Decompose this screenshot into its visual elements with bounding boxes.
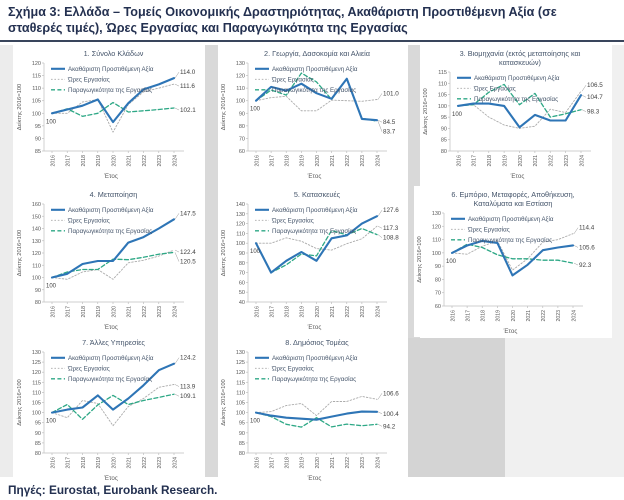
y-tick-label: 95: [238, 420, 245, 427]
hours-label-leader: [378, 393, 382, 399]
y-tick-label: 100: [437, 103, 447, 110]
y-axis-title: Δείκτης 2016=100: [221, 83, 227, 131]
productivity-end-value-label: 109.1: [180, 393, 196, 401]
x-tick-label: 2017: [269, 457, 276, 469]
x-tick-label: 2018: [284, 155, 291, 167]
x-axis-title: Έτος: [510, 173, 525, 180]
gva-label-leader: [175, 72, 179, 78]
y-tick-label: 110: [432, 237, 441, 244]
x-tick-label: 2017: [471, 155, 478, 167]
y-tick-label: 90: [434, 264, 441, 271]
x-tick-label: 2020: [111, 306, 118, 318]
start-value-label: 100: [45, 119, 57, 126]
y-tick-label: 125: [31, 360, 41, 367]
y-tick-label: 90: [34, 136, 41, 143]
chart-2-svg: [218, 45, 408, 182]
productivity-legend-label: Παραγωγικότητα της Εργασίας: [468, 237, 553, 244]
y-tick-label: 130: [31, 350, 41, 356]
x-tick-label: 2018: [80, 306, 87, 318]
gva-label-leader: [378, 120, 382, 122]
y-tick-label: 120: [235, 221, 245, 228]
productivity-end-value-label: 108.8: [383, 234, 399, 242]
x-axis-title: Έτος: [104, 324, 118, 331]
x-tick-label: 2020: [314, 155, 321, 167]
productivity-legend-label: Παραγωγικότητα της Εργασίας: [272, 87, 357, 94]
gva-end-value-label: 127.6: [383, 207, 399, 215]
y-tick-label: 120: [235, 370, 245, 377]
gva-label-leader: [378, 210, 382, 216]
hours-end-value-label: 111.6: [180, 83, 195, 91]
gva-label-leader: [175, 358, 179, 364]
x-tick-label: 2019: [96, 457, 103, 469]
y-tick-label: 85: [34, 149, 41, 155]
chart-panel-2: [218, 45, 408, 182]
y-axis-title: Δείκτης 2016=100: [417, 236, 423, 283]
x-tick-label: 2020: [510, 310, 517, 322]
start-value-label: 100: [249, 418, 261, 425]
chart-title: κατασκευών): [499, 58, 541, 67]
y-tick-label: 50: [238, 290, 245, 297]
x-tick-label: 2016: [50, 155, 57, 167]
x-tick-label: 2024: [375, 306, 382, 318]
y-tick-label: 120: [431, 224, 441, 231]
hours-end-value-label: 113.9: [180, 383, 196, 391]
hours-legend-label: Ώρες Εργασίας: [272, 217, 314, 225]
y-tick-label: 70: [434, 290, 441, 297]
x-tick-label: 2019: [502, 155, 509, 167]
y-tick-label: 85: [440, 137, 447, 144]
hours-end-value-label: 101.0: [383, 90, 399, 98]
gva-end-value-label: 84.5: [383, 119, 396, 127]
x-tick-label: 2023: [360, 457, 367, 469]
y-tick-label: 115: [32, 73, 41, 80]
productivity-label-leader: [175, 108, 179, 110]
x-tick-label: 2022: [345, 155, 352, 167]
gva-legend-label: Ακαθάριστη Προστιθέμενη Αξία: [468, 216, 554, 223]
y-tick-label: 100: [31, 275, 41, 282]
y-tick-label: 120: [31, 61, 41, 67]
y-axis-title: Δείκτης 2016=100: [17, 83, 23, 131]
source-note: Πηγές: Eurostat, Eurobank Research.: [8, 483, 218, 497]
x-tick-label: 2017: [269, 306, 276, 318]
gva-label-leader: [175, 213, 179, 219]
hours-label-leader: [378, 93, 382, 99]
y-tick-label: 110: [32, 390, 41, 397]
x-tick-label: 2021: [126, 306, 133, 318]
chart-panel-1: [14, 45, 205, 182]
y-tick-label: 90: [238, 430, 245, 437]
chart-title: 2. Γεωργία, Δασοκομία και Αλιεία: [264, 49, 370, 58]
gva-end-value-label: 124.2: [180, 354, 196, 362]
hours-end-value-label: 122.4: [180, 249, 196, 257]
productivity-end-value-label: 83.7: [383, 128, 396, 136]
chart-title: 5. Κατασκευές: [293, 190, 341, 199]
x-tick-label: 2022: [141, 155, 148, 167]
gva-line: [52, 78, 174, 122]
hours-legend-label: Ώρες Εργασίας: [474, 85, 516, 93]
x-tick-label: 2020: [111, 155, 118, 167]
x-tick-label: 2024: [375, 155, 382, 167]
y-tick-label: 110: [32, 263, 41, 270]
chart-6-svg: [414, 186, 604, 337]
y-tick-label: 120: [31, 370, 41, 377]
y-tick-label: 90: [238, 251, 245, 257]
chart-title: 4. Μεταποίηση: [89, 190, 138, 199]
gva-legend-label: Ακαθάριστη Προστιθέμενη Αξία: [272, 207, 358, 214]
x-tick-label: 2022: [141, 457, 148, 469]
y-tick-label: 130: [431, 211, 441, 217]
hours-legend-label: Ώρες Εργασίας: [272, 365, 314, 373]
x-axis-title: Έτος: [503, 328, 518, 335]
y-tick-label: 90: [34, 430, 41, 437]
gva-end-value-label: 114.0: [180, 69, 196, 77]
x-tick-label: 2022: [141, 306, 148, 318]
productivity-legend-label: Παραγωγικότητα της Εργασίας: [272, 228, 357, 235]
y-axis-title: Δείκτης 2016=100: [17, 229, 23, 277]
chart-title: 7. Άλλες Υπηρεσίες: [82, 338, 145, 347]
chart-panel-7: [14, 334, 205, 484]
x-tick-label: 2021: [329, 306, 336, 318]
start-value-label: 100: [249, 249, 261, 256]
y-tick-label: 95: [440, 115, 447, 122]
productivity-end-value-label: 120.5: [180, 258, 196, 266]
chart-5-svg: [218, 186, 408, 333]
start-value-label: 100: [45, 283, 57, 290]
figure-title: Σχήμα 3: Ελλάδα – Τομείς Οικονομικής Δραστηριότητας, Ακαθάριστη Προστιθέμενη Αξία (σε σταθερές τιμές), Ώρες Εργασίας και Παραγωγικότητα της Εργασίας: [8, 5, 557, 36]
gva-label-leader: [378, 412, 382, 414]
productivity-legend-label: Παραγωγικότητα της Εργασίας: [68, 376, 153, 383]
x-tick-label: 2019: [299, 457, 306, 469]
hours-legend-label: Ώρες Εργασίας: [68, 76, 110, 84]
y-tick-label: 80: [238, 451, 245, 457]
y-tick-label: 150: [31, 214, 41, 221]
chart-1-svg: [14, 45, 205, 182]
x-axis-title: Έτος: [307, 324, 322, 331]
chart-title: Καταλύματα και Εστίαση: [473, 199, 553, 208]
start-value-label: 100: [451, 111, 463, 118]
y-tick-label: 70: [238, 136, 245, 143]
empty-cell-light-block: [505, 338, 624, 477]
y-tick-label: 105: [437, 92, 447, 99]
x-tick-label: 2021: [533, 155, 540, 167]
x-tick-label: 2020: [111, 457, 118, 469]
y-axis-title: Δείκτης 2016=100: [221, 229, 227, 277]
hours-line: [52, 385, 174, 426]
x-tick-label: 2024: [172, 306, 179, 318]
x-tick-label: 2017: [65, 457, 72, 469]
gva-legend-label: Ακαθάριστη Προστιθέμενη Αξία: [272, 355, 358, 362]
y-axis-title: Δείκτης 2016=100: [17, 379, 23, 426]
x-tick-label: 2021: [126, 457, 133, 469]
chart-8-svg: [218, 334, 408, 484]
y-tick-label: 120: [235, 73, 245, 80]
y-tick-label: 105: [235, 400, 245, 407]
empty-cell-gray-block: [408, 338, 505, 477]
x-tick-label: 2023: [157, 457, 164, 469]
productivity-legend-label: Παραγωγικότητα της Εργασίας: [272, 376, 357, 383]
column-gap-strip-1: [205, 45, 218, 477]
x-axis-title: Έτος: [104, 475, 118, 482]
x-tick-label: 2022: [345, 457, 352, 469]
y-tick-label: 90: [34, 287, 41, 294]
y-tick-label: 160: [31, 202, 41, 208]
productivity-legend-label: Παραγωγικότητα της Εργασίας: [68, 228, 153, 235]
hours-label-leader: [574, 228, 578, 234]
x-tick-label: 2018: [80, 457, 87, 469]
hours-legend-label: Ώρες Εργασίας: [468, 226, 510, 234]
y-tick-label: 110: [236, 86, 245, 93]
x-tick-label: 2017: [465, 310, 472, 322]
chart-panel-6: [414, 186, 604, 337]
x-axis-title: Έτος: [104, 173, 118, 180]
gva-label-leader: [574, 245, 578, 247]
gva-legend-label: Ακαθάριστη Προστιθέμενη Αξία: [68, 207, 154, 214]
x-tick-label: 2017: [269, 155, 276, 167]
y-tick-label: 80: [238, 123, 245, 130]
productivity-line: [52, 394, 174, 419]
productivity-label-leader: [574, 263, 578, 265]
chart-3-svg: [420, 45, 612, 182]
productivity-end-value-label: 102.1: [180, 107, 196, 115]
y-tick-label: 120: [31, 251, 41, 257]
chart-7-svg: [14, 334, 205, 484]
title-divider: [0, 40, 624, 42]
gva-legend-label: Ακαθάριστη Προστιθέμενη Αξία: [68, 355, 154, 362]
gva-legend-label: Ακαθάριστη Προστιθέμενη Αξία: [68, 66, 154, 73]
hours-end-value-label: 114.4: [579, 224, 595, 232]
productivity-legend-label: Παραγωγικότητα της Εργασίας: [68, 87, 153, 94]
x-tick-label: 2020: [314, 306, 321, 318]
x-tick-label: 2018: [80, 155, 87, 167]
productivity-label-leader: [378, 424, 382, 426]
gva-end-value-label: 100.4: [383, 410, 399, 418]
x-tick-label: 2019: [96, 306, 103, 318]
x-axis-title: Έτος: [307, 475, 322, 482]
right-margin-strip: [612, 45, 624, 338]
y-tick-label: 80: [238, 260, 245, 267]
x-tick-label: 2016: [254, 306, 261, 318]
y-tick-label: 90: [238, 111, 245, 118]
x-tick-label: 2024: [172, 155, 179, 167]
x-tick-label: 2016: [50, 306, 57, 318]
y-tick-label: 100: [235, 98, 245, 105]
productivity-label-leader: [378, 121, 382, 131]
x-tick-label: 2018: [284, 306, 291, 318]
y-tick-label: 110: [236, 231, 245, 238]
x-tick-label: 2017: [65, 155, 72, 167]
y-axis-title: Δείκτης 2016=100: [221, 379, 227, 426]
x-tick-label: 2023: [563, 155, 570, 167]
y-tick-label: 140: [235, 202, 245, 208]
chart-title: 3. Βιομηχανία (εκτός μεταποίησης και: [459, 49, 581, 58]
chart-4-svg: [14, 186, 205, 333]
x-tick-label: 2020: [517, 155, 524, 167]
x-tick-label: 2018: [284, 457, 291, 469]
x-tick-label: 2020: [314, 457, 321, 469]
x-tick-label: 2021: [329, 155, 336, 167]
chart-title: 8. Δημόσιος Τομέας: [285, 338, 349, 347]
x-tick-label: 2016: [456, 155, 463, 167]
x-tick-label: 2024: [571, 310, 578, 322]
hours-label-leader: [175, 250, 179, 252]
x-tick-label: 2022: [345, 306, 352, 318]
gva-line: [256, 76, 377, 121]
y-tick-label: 105: [31, 400, 41, 407]
y-tick-label: 100: [431, 250, 441, 257]
x-tick-label: 2022: [548, 155, 555, 167]
y-tick-label: 115: [438, 70, 447, 76]
x-tick-label: 2021: [126, 155, 133, 167]
x-tick-label: 2021: [525, 310, 532, 322]
y-tick-label: 95: [34, 420, 41, 427]
x-tick-label: 2019: [495, 310, 502, 322]
y-tick-label: 80: [34, 451, 41, 457]
y-tick-label: 90: [440, 126, 447, 133]
hours-legend-label: Ώρες Εργασίας: [68, 217, 110, 225]
x-tick-label: 2023: [157, 155, 164, 167]
chart-title: 6. Εμπόριο, Μεταφορές, Αποθήκευση,: [451, 190, 575, 199]
productivity-label-leader: [175, 252, 179, 261]
chart-panel-8: [218, 334, 408, 484]
y-tick-label: 105: [31, 98, 41, 105]
y-tick-label: 80: [34, 300, 41, 306]
y-tick-label: 60: [434, 304, 441, 310]
hours-end-value-label: 106.6: [383, 390, 399, 398]
x-tick-label: 2023: [360, 306, 367, 318]
y-tick-label: 85: [34, 440, 41, 447]
x-tick-label: 2022: [541, 310, 548, 322]
y-tick-label: 85: [238, 440, 245, 447]
hours-end-value-label: 106.5: [587, 82, 603, 90]
chart-panel-5: [218, 186, 408, 333]
productivity-line: [256, 229, 377, 273]
gva-label-leader: [582, 95, 586, 97]
y-tick-label: 115: [236, 380, 245, 387]
x-tick-label: 2016: [254, 457, 261, 469]
x-axis-title: Έτος: [307, 173, 322, 180]
productivity-label-leader: [378, 235, 382, 238]
x-tick-label: 2024: [375, 457, 382, 469]
x-tick-label: 2019: [299, 155, 306, 167]
y-tick-label: 130: [235, 211, 245, 218]
y-tick-label: 100: [31, 410, 41, 417]
x-tick-label: 2019: [96, 155, 103, 167]
y-tick-label: 115: [32, 380, 41, 387]
hours-legend-label: Ώρες Εργασίας: [272, 76, 314, 84]
x-tick-label: 2021: [329, 457, 336, 469]
y-tick-label: 60: [238, 149, 245, 155]
chart-panel-3: [420, 45, 612, 182]
y-tick-label: 100: [235, 410, 245, 417]
productivity-end-value-label: 98.3: [587, 108, 600, 116]
x-tick-label: 2017: [65, 306, 72, 318]
y-tick-label: 60: [238, 280, 245, 287]
hours-label-leader: [175, 385, 179, 387]
x-tick-label: 2019: [299, 306, 306, 318]
hours-label-leader: [175, 84, 179, 86]
y-tick-label: 100: [235, 241, 245, 248]
x-tick-label: 2023: [360, 155, 367, 167]
productivity-end-value-label: 92.3: [579, 262, 592, 270]
x-tick-label: 2018: [480, 310, 487, 322]
y-tick-label: 80: [440, 149, 447, 155]
gva-legend-label: Ακαθάριστη Προστιθέμενη Αξία: [272, 66, 358, 73]
x-tick-label: 2024: [579, 155, 586, 167]
hours-legend-label: Ώρες Εργασίας: [68, 365, 110, 373]
y-tick-label: 110: [438, 81, 447, 88]
hours-label-leader: [378, 226, 382, 228]
y-axis-title: Δείκτης 2016=100: [423, 88, 429, 135]
y-tick-label: 130: [31, 238, 41, 245]
y-tick-label: 140: [31, 226, 41, 233]
productivity-line: [52, 252, 174, 277]
start-value-label: 100: [445, 258, 457, 265]
y-tick-label: 100: [31, 111, 41, 118]
gva-end-value-label: 147.5: [180, 210, 196, 218]
productivity-label-leader: [582, 110, 586, 112]
y-tick-label: 80: [434, 277, 441, 284]
gva-line: [256, 216, 377, 272]
productivity-end-value-label: 94.2: [383, 423, 396, 431]
hours-label-leader: [582, 85, 586, 91]
gva-end-value-label: 104.7: [587, 94, 603, 102]
productivity-legend-label: Παραγωγικότητα της Εργασίας: [474, 96, 559, 103]
y-tick-label: 95: [34, 123, 41, 130]
y-tick-label: 40: [238, 300, 245, 306]
gva-end-value-label: 105.6: [579, 244, 595, 252]
x-tick-label: 2016: [450, 310, 457, 322]
chart-panel-4: [14, 186, 205, 333]
left-margin-strip: [0, 45, 13, 477]
x-tick-label: 2023: [157, 306, 164, 318]
gva-legend-label: Ακαθάριστη Προστιθέμενη Αξία: [474, 75, 560, 82]
x-tick-label: 2018: [487, 155, 494, 167]
y-tick-label: 110: [236, 390, 245, 397]
x-tick-label: 2024: [172, 457, 179, 469]
y-tick-label: 130: [235, 350, 245, 356]
y-tick-label: 110: [32, 86, 41, 93]
chart-title: 1. Σύνολο Κλάδων: [83, 49, 144, 58]
y-tick-label: 130: [235, 61, 245, 67]
x-tick-label: 2023: [556, 310, 563, 322]
start-value-label: 100: [45, 418, 57, 425]
hours-end-value-label: 117.3: [383, 225, 399, 233]
productivity-label-leader: [175, 394, 179, 396]
y-tick-label: 125: [235, 360, 245, 367]
x-tick-label: 2016: [254, 155, 261, 167]
x-tick-label: 2016: [50, 457, 57, 469]
y-tick-label: 70: [238, 270, 245, 277]
start-value-label: 100: [249, 106, 261, 113]
